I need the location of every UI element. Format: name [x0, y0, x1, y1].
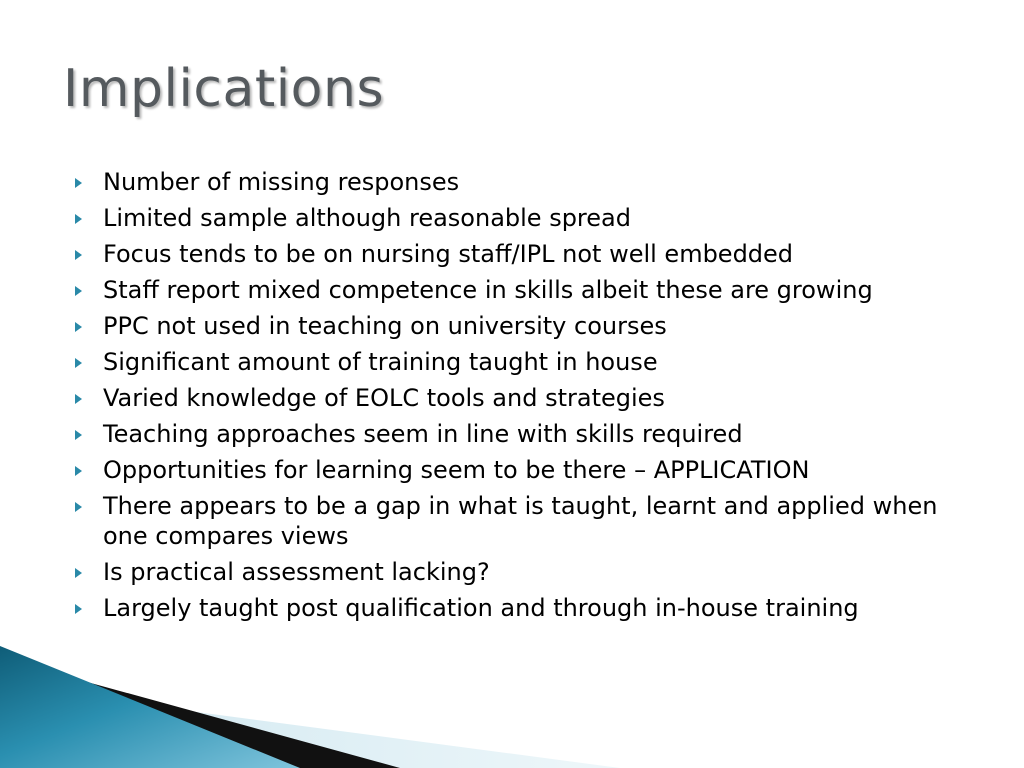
triangle-right-icon	[75, 250, 82, 260]
bullet-item	[75, 203, 955, 233]
triangle-right-icon	[75, 322, 82, 332]
triangle-right-icon	[75, 466, 82, 476]
triangle-right-icon	[75, 502, 82, 512]
teal-swoosh	[0, 646, 300, 768]
triangle-right-icon	[75, 358, 82, 368]
bullet-text: Varied knowledge of EOLC tools and strategies	[103, 384, 665, 412]
triangle-right-icon	[75, 286, 82, 296]
bullet-item	[75, 311, 955, 341]
bullet-text: Is practical assessment lacking?	[103, 558, 490, 586]
bullet-item	[75, 239, 955, 269]
triangle-right-icon	[75, 214, 82, 224]
triangle-right-icon	[75, 430, 82, 440]
corner-swoosh-decoration	[0, 638, 1024, 768]
triangle-right-icon	[75, 604, 82, 614]
bullet-item	[75, 167, 955, 197]
bullet-text: There appears to be a gap in what is taught, learnt and applied when one compares views	[103, 492, 938, 550]
bullet-item	[75, 455, 955, 485]
bullet-item	[75, 557, 955, 587]
bullet-item	[75, 383, 955, 413]
slide-title: Implications	[63, 59, 385, 119]
bullet-item	[75, 419, 955, 449]
bullet-item	[75, 491, 955, 551]
bullet-text: Limited sample although reasonable spread	[103, 204, 631, 232]
bullet-text: Focus tends to be on nursing staff/IPL not well embedded	[103, 240, 794, 268]
bullet-text: PPC not used in teaching on university courses	[103, 312, 667, 340]
triangle-right-icon	[75, 394, 82, 404]
bullet-text: Number of missing responses	[103, 168, 460, 196]
bullet-list	[75, 167, 955, 629]
triangle-right-icon	[75, 178, 82, 188]
bullet-text: Opportunities for learning seem to be there – APPLICATION	[103, 456, 810, 484]
bullet-text: Teaching approaches seem in line with skills required	[103, 420, 743, 448]
bullet-item	[75, 275, 955, 305]
bullet-item	[75, 593, 955, 623]
bullet-text: Largely taught post qualification and through in-house training	[103, 594, 859, 622]
bullet-text: Significant amount of training taught in house	[103, 348, 658, 376]
bullet-text: Staff report mixed competence in skills albeit these are growing	[103, 276, 873, 304]
dark-swoosh	[0, 658, 400, 768]
triangle-right-icon	[75, 568, 82, 578]
bullet-item	[75, 347, 955, 377]
pale-swoosh	[0, 686, 620, 768]
